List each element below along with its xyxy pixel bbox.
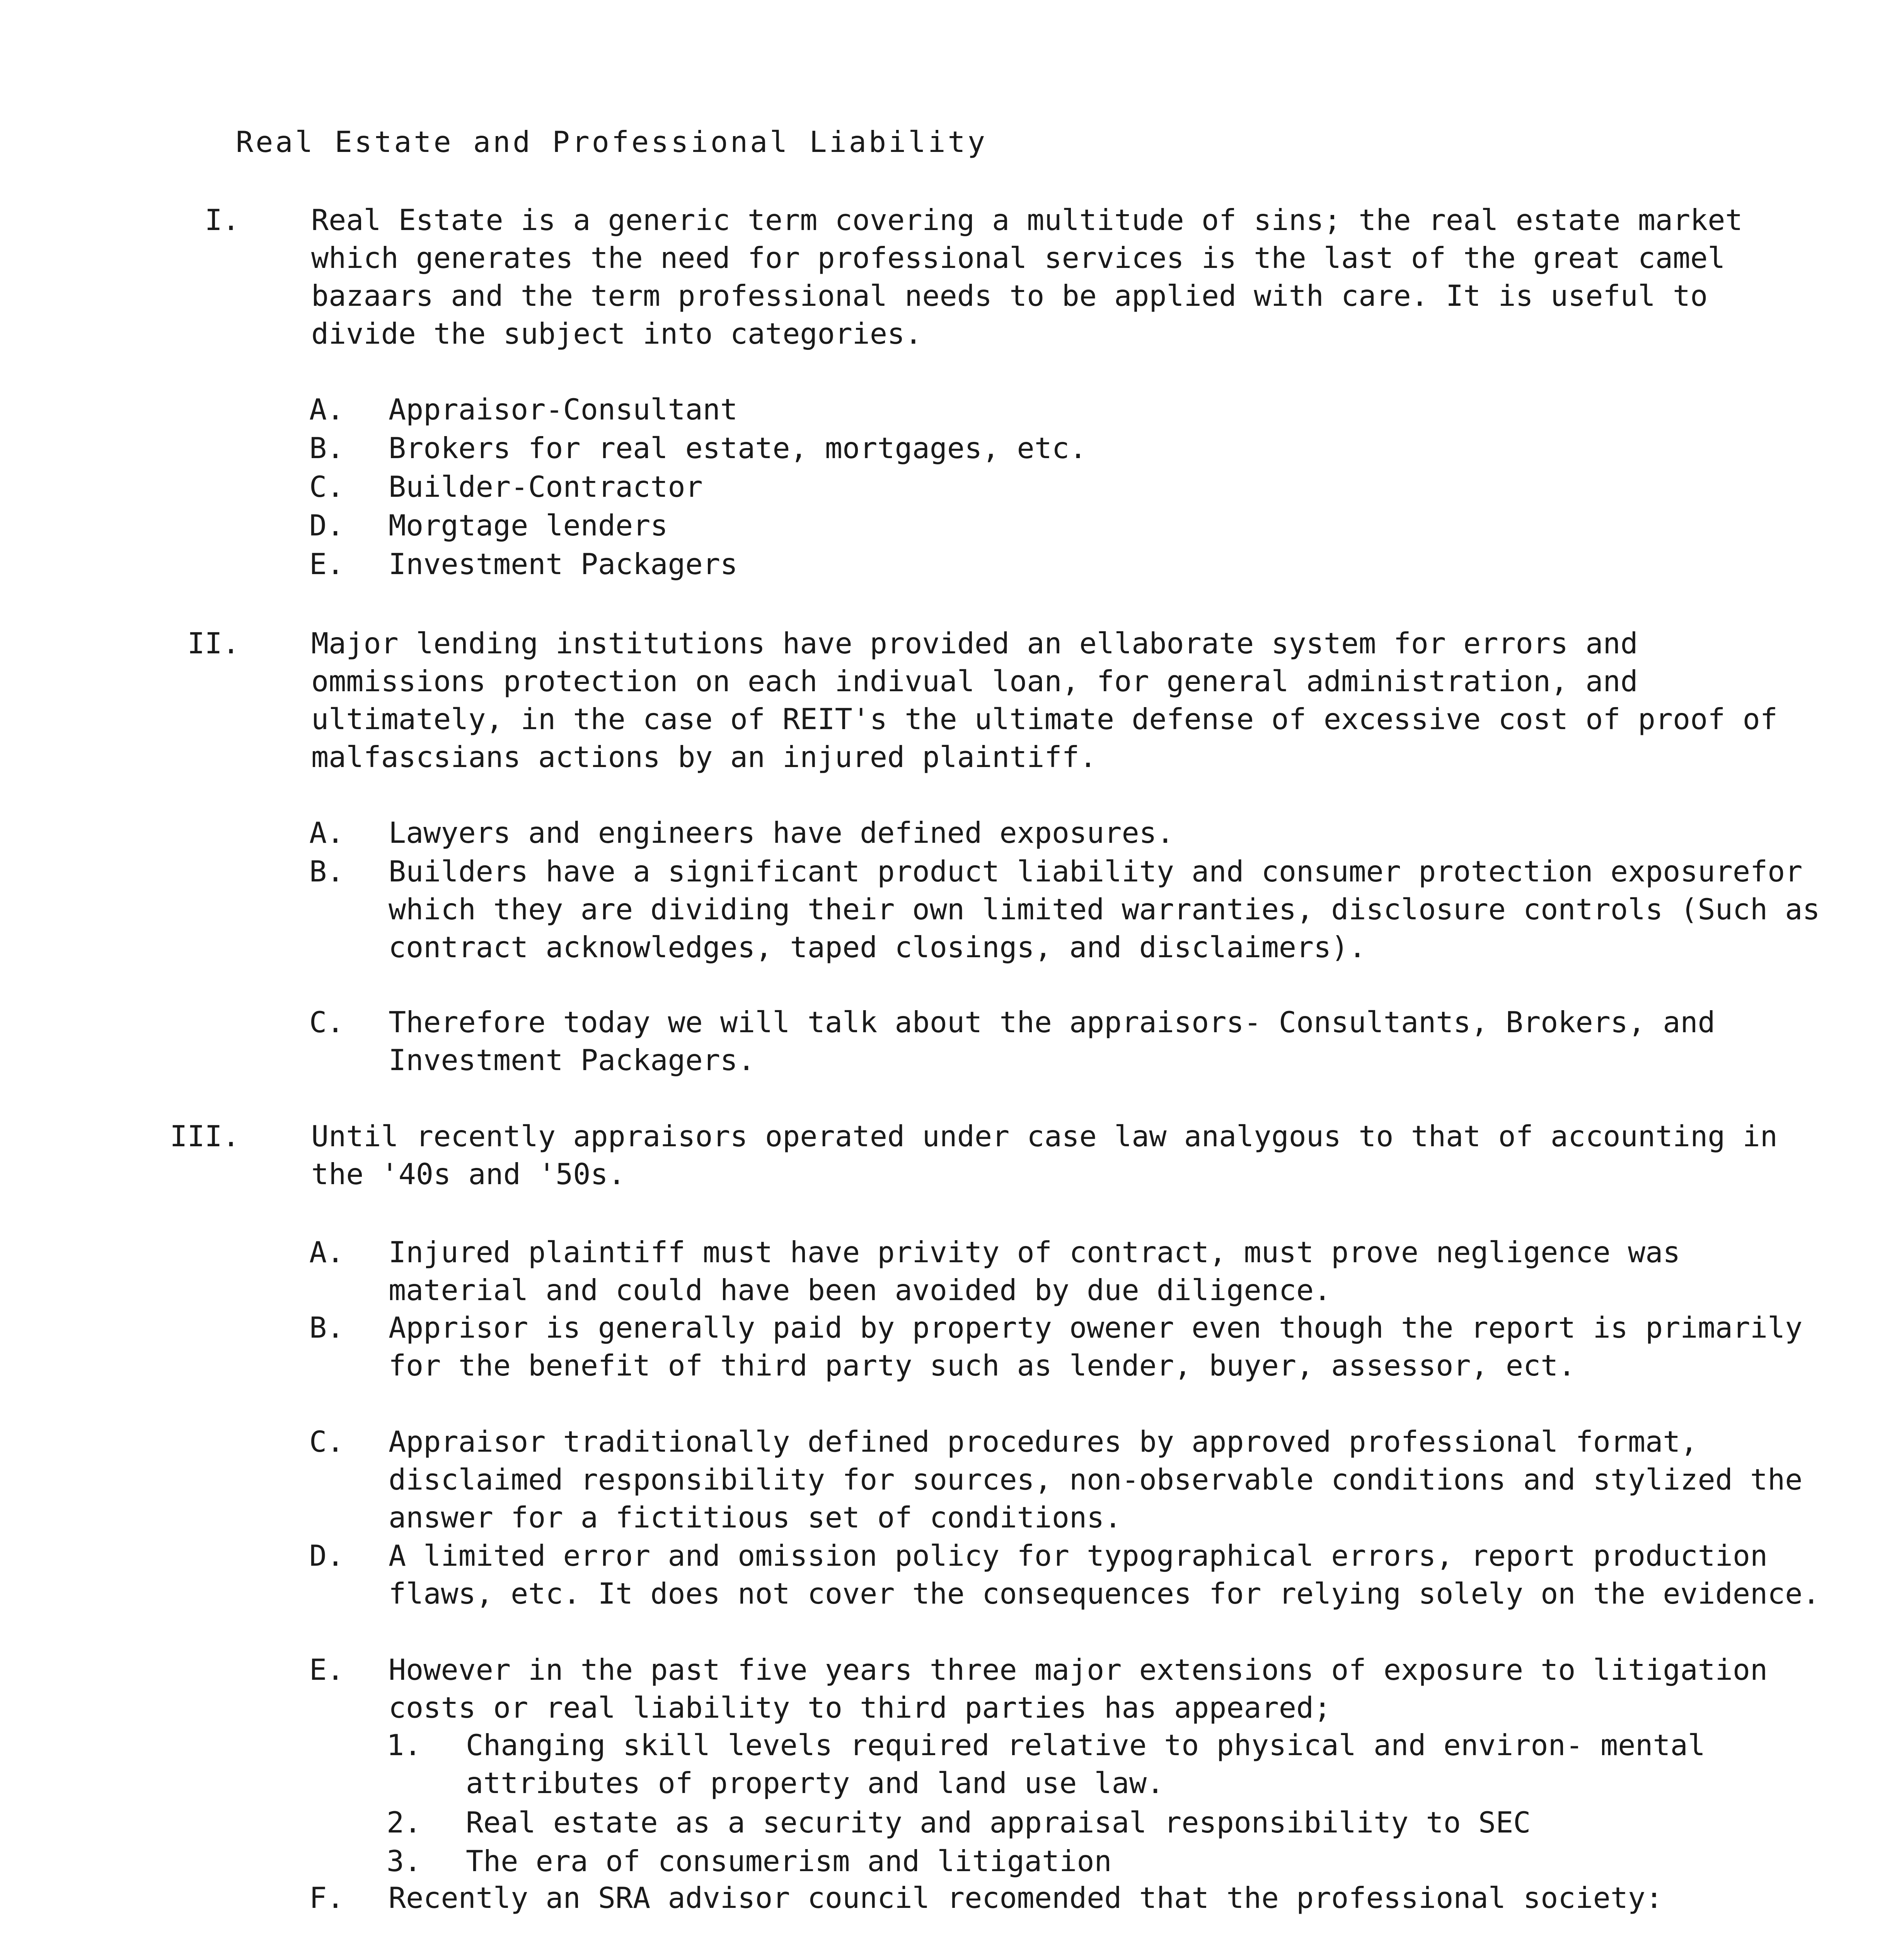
item-text: Recently an SRA advisor council recomended that the professional society: [389,1881,1663,1915]
item-text: Investment Packagers [389,547,738,581]
item-text: A limited error and omission policy for typographical errors, report production flaws, etc. It does not cover the consequences for relying solely on the evidence. [389,1539,1820,1611]
document-title: Real Estate and Professional Liability [236,125,987,159]
item-letter: E. [309,1653,344,1687]
item-letter: D. [309,508,344,542]
item-letter: B. [309,431,344,465]
item-text: Builders have a significant product liability and consumer protection exposurefor which they are dividing their own limited warranties, disclosure controls (Such as contract acknowledges, taped closings, and disclaimers). [389,854,1820,964]
section-number: II. [187,626,240,660]
item-text: Injured plaintiff must have privity of contract, must prove negligence was material and could have been avoided by due diligence. [389,1235,1681,1307]
item-letter: A. [309,1235,344,1269]
point-text: The era of consumerism and litigation [466,1844,1112,1878]
point-number: 3. [387,1844,422,1878]
item-letter: D. [309,1539,344,1573]
item-text: Builder-Contractor [389,470,703,504]
item-text: Appraisor-Consultant [389,392,738,426]
item-letter: B. [309,854,344,888]
point-number: 2. [387,1805,422,1839]
item-letter: C. [309,1425,344,1459]
item-text: Appraisor traditionally defined procedures by approved professional format, disclaimed responsibility for sources, non-observable conditions and stylized the answer for a fictitious set of conditions. [389,1425,1803,1534]
item-letter: C. [309,470,344,504]
item-text: Apprisor is generally paid by property owener even though the report is primarily for the benefit of third party such as lender, buyer, assessor, ect. [389,1311,1803,1382]
section-number: III. [170,1119,240,1153]
section-paragraph: Major lending institutions have provided an ellaborate system for errors and ommissions protection on each indivual loan, for general administration, and ultimately, in the case of REIT's the ultimate defense of excessive cost of proof of malfascsians actions by an injured plaintiff. [311,626,1778,774]
point-number: 1. [387,1728,422,1762]
item-letter: B. [309,1311,344,1345]
item-text: Lawyers and engineers have defined exposures. [389,816,1174,850]
item-letter: C. [309,1005,344,1039]
item-text: Therefore today we will talk about the appraisors- Consultants, Brokers, and Investment Packagers. [389,1005,1715,1077]
item-letter: F. [309,1881,344,1915]
item-letter: A. [309,816,344,850]
section-paragraph: Until recently appraisors operated under case law analygous to that of accounting in the '40s and '50s. [311,1119,1778,1191]
point-text: Real estate as a security and appraisal responsibility to SEC [466,1805,1531,1839]
item-text: Brokers for real estate, mortgages, etc. [389,431,1087,465]
section-paragraph: Real Estate is a generic term covering a multitude of sins; the real estate market which generates the need for professional services is the last of the great camel bazaars and the term professional needs to be applied with care. It is useful to divide the subject into categories. [311,203,1743,351]
item-letter: E. [309,547,344,581]
item-text: Morgtage lenders [389,508,668,542]
item-text: However in the past five years three major extensions of exposure to litigation costs or real liability to third parties has appeared; [389,1653,1768,1725]
item-letter: A. [309,392,344,426]
point-text: Changing skill levels required relative to physical and environ- mental attributes of property and land use law. [466,1728,1705,1800]
section-number: I. [205,203,240,237]
